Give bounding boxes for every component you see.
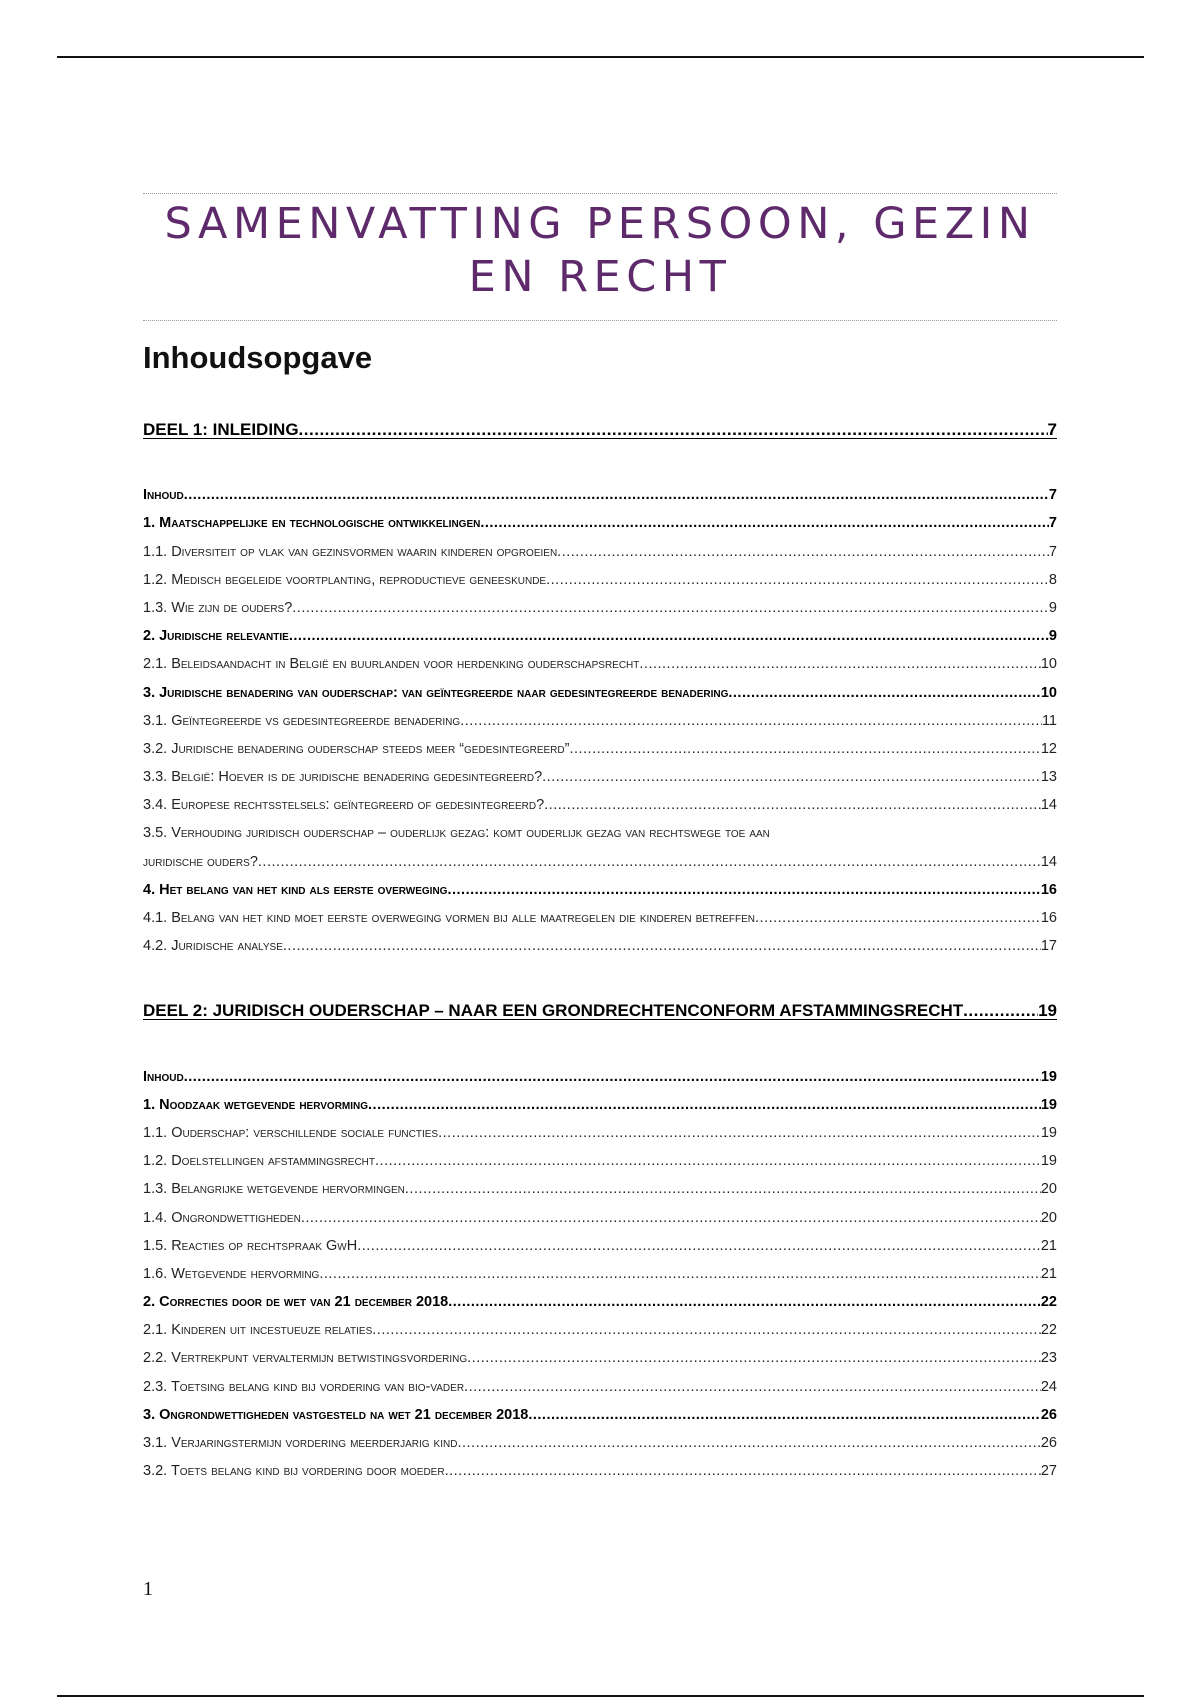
toc-entry-label: 1.6. Wetgevende hervorming [143,1265,320,1282]
toc-deel-label: DEEL 1: INLEIDING [143,420,299,439]
toc-entry[interactable] [143,1373,1057,1401]
toc-page: 26 [1040,1406,1057,1423]
toc-entry[interactable] [143,791,1057,819]
toc-entry-label: 3.1. Geïntegreerde vs gedesintegreerde benadering [143,712,461,729]
toc-leader [375,1147,1041,1175]
title-block [143,193,1057,321]
toc-entry[interactable] [143,1063,1057,1091]
toc-page: 16 [1040,910,1057,926]
toc-entry[interactable] [143,1429,1057,1457]
toc-leader [299,416,1048,444]
toc-entry[interactable] [143,904,1057,932]
toc-page: 21 [1040,1265,1057,1282]
toc-leader [460,707,1042,735]
toc-page: 27 [1040,1463,1057,1480]
toc-page: 10 [1040,684,1057,701]
toc-entry-label: Inhoud [143,487,184,504]
toc-page: 20 [1040,1209,1057,1226]
toc-leader [292,594,1049,622]
toc-page: 9 [1048,599,1057,616]
toc-entry[interactable] [143,1091,1057,1119]
toc-leader [542,763,1041,791]
toc-entry-label: 3.2. Juridische benadering ouderschap steeds meer “gedesintegreerd” [143,740,570,757]
toc-entry[interactable] [143,566,1057,594]
toc-entry[interactable] [143,932,1057,960]
toc-entry-label: 2.2. Vertrekpunt vervaltermijn betwistingsvordering [143,1350,468,1367]
toc-entry-line[interactable] [143,819,1057,847]
table-of-contents [143,416,1057,1485]
toc-entry-label: 3.5. Verhouding juridisch ouderschap – ouderlijk gezag: komt ouderlijk gezag van rechtswege toe aan [143,825,770,842]
toc-page: 8 [1048,571,1057,588]
toc-page: 13 [1040,769,1057,786]
toc-page: 21 [1040,1237,1057,1254]
toc-leader [464,1373,1041,1401]
toc-entry-label: 3.4. Europese rechtsstelsels: geïntegreerd of gedesintegreerd? [143,797,545,814]
toc-leader [372,1316,1041,1344]
toc-page: 19 [1040,1153,1057,1170]
toc-leader [445,1457,1041,1485]
toc-leader [357,1232,1041,1260]
toc-leader [467,1344,1041,1372]
toc-entry-label: 1.2. Medisch begeleide voortplanting, reproductieve geneeskunde [143,571,547,588]
toc-leader [480,509,1049,537]
toc-page: 19 [1038,1001,1057,1021]
toc-page: 24 [1040,1378,1057,1395]
toc-page: 7 [1047,420,1057,439]
toc-entry-label: 2. Correcties door de wet van 21 december 2018 [143,1294,449,1311]
toc-deel-label: DEEL 2: JURIDISCH OUDERSCHAP – NAAR EEN GRONDRECHTENCONFORM AFSTAMMINGSRECHT [143,1001,964,1021]
toc-entry-label: 2.3. Toetsing belang kind bij vordering van bio-vader [143,1378,465,1395]
toc-leader [544,791,1041,819]
toc-leader [184,481,1049,509]
header-rule [57,56,1144,58]
toc-entry-label: 2.1. Beleidsaandacht in België en buurlanden voor herdenking ouderschapsrecht [143,656,640,673]
toc-leader [447,876,1040,904]
toc-entry[interactable] [143,1316,1057,1344]
toc-page: 19 [1040,1068,1057,1085]
toc-entry[interactable] [143,735,1057,763]
toc-entry-label: 3. Juridische benadering van ouderschap: van geïntegreerde naar gedesintegreerde benadering [143,684,729,701]
toc-leader [546,566,1049,594]
toc-entry[interactable] [143,707,1057,735]
toc-entry-label: 1.1. Diversiteit op vlak van gezinsvormen waarin kinderen opgroeien [143,543,558,560]
toc-leader [728,679,1040,707]
toc-entry[interactable] [143,1288,1057,1316]
toc-entry-label: 4.2. Juridische analyse [143,938,283,955]
toc-leader [319,1260,1041,1288]
toc-page: 11 [1041,712,1057,729]
toc-entry-label: 3.1. Verjaringstermijn vordering meerderjarig kind [143,1435,458,1451]
toc-leader [448,1288,1041,1316]
toc-leader [438,1119,1041,1147]
toc-deel-1[interactable] [143,416,1057,444]
page-number: 1 [143,1578,153,1600]
toc-leader [301,1204,1041,1232]
toc-entry-label: juridische ouders? [143,853,258,870]
toc-entry[interactable] [143,1232,1057,1260]
toc-page: 12 [1040,740,1057,757]
toc-entry[interactable] [143,622,1057,650]
toc-entry-label: 4.1. Belang van het kind moet eerste overweging vormen bij alle maatregelen die kinderen betreffen [143,910,756,926]
toc-entry[interactable] [143,594,1057,622]
document-title: SAMENVATTING PERSOON, GEZIN EN RECHT [164,199,1036,302]
toc-entry-label: 1.2. Doelstellingen afstammingsrecht [143,1153,376,1170]
toc-page: 26 [1040,1435,1057,1451]
toc-leader [755,904,1041,932]
toc-entry[interactable] [143,679,1057,707]
toc-entry-label: 3.2. Toets belang kind bij vordering door moeder [143,1463,445,1480]
toc-page: 19 [1040,1124,1057,1141]
toc-deel-1-entries [143,481,1057,960]
toc-leader [963,997,1038,1025]
toc-page: 7 [1048,515,1057,532]
toc-entry[interactable] [143,538,1057,566]
toc-entry-label: 3. Ongrondwettigheden vastgesteld na wet 21 december 2018 [143,1406,529,1423]
toc-entry-label: 1.4. Ongrondwettigheden [143,1209,301,1226]
toc-entry[interactable] [143,1175,1057,1203]
toc-page: 7 [1048,543,1057,560]
toc-leader [569,735,1040,763]
footer-rule [57,1695,1144,1697]
toc-entry[interactable] [143,1401,1057,1429]
toc-entry-label: 1.1. Ouderschap: verschillende sociale functies [143,1124,439,1141]
toc-leader [528,1401,1041,1429]
toc-entry-label: 4. Het belang van het kind als eerste overweging [143,881,448,898]
toc-entry-label: 2. Juridische relevantie [143,628,289,645]
toc-entry[interactable] [143,876,1057,904]
toc-deel-2-entries [143,1063,1057,1486]
toc-entry[interactable] [143,763,1057,791]
toc-page: 19 [1040,1096,1057,1113]
toc-page: 14 [1040,797,1057,814]
toc-entry-label: 1.3. Belangrijke wetgevende hervormingen [143,1181,405,1198]
toc-entry[interactable] [143,1147,1057,1175]
toc-leader [557,538,1049,566]
toc-entry-label: 1. Maatschappelijke en technologische ontwikkelingen [143,515,481,532]
toc-leader [639,650,1040,678]
toc-entry[interactable] [143,481,1057,509]
toc-entry[interactable] [143,1344,1057,1372]
toc-entry-label: 1. Noodzaak wetgevende hervorming [143,1096,369,1113]
toc-leader [289,622,1049,650]
toc-entry-label: 1.3. Wie zijn de ouders? [143,599,293,616]
toc-leader [405,1175,1041,1203]
toc-page: 22 [1040,1294,1057,1311]
toc-deel-2[interactable] [143,997,1057,1025]
toc-page: 9 [1048,628,1057,645]
toc-entry[interactable] [143,848,1057,876]
toc-entry[interactable] [143,509,1057,537]
toc-entry-label: Inhoud [143,1068,184,1085]
toc-page: 7 [1048,487,1057,504]
toc-leader [368,1091,1041,1119]
toc-leader [184,1063,1041,1091]
toc-entry-label: 3.3. België: Hoever is de juridische benadering gedesintegreerd? [143,769,543,786]
toc-entry[interactable] [143,650,1057,678]
toc-entry[interactable] [143,1119,1057,1147]
toc-leader [258,848,1041,876]
toc-entry-label: 2.1. Kinderen uit incestueuze relaties [143,1322,373,1339]
toc-page: 23 [1040,1350,1057,1367]
toc-entry[interactable] [143,1204,1057,1232]
toc-leader [457,1429,1040,1457]
toc-page: 14 [1040,853,1057,870]
toc-entry-label: 1.5. Reacties op rechtspraak GwH [143,1237,358,1254]
toc-page: 10 [1040,656,1057,673]
toc-entry[interactable] [143,1260,1057,1288]
toc-leader [283,932,1041,960]
toc-entry[interactable] [143,1457,1057,1485]
toc-page: 17 [1040,938,1057,955]
toc-page: 20 [1040,1181,1057,1198]
toc-page: 16 [1040,881,1057,898]
toc-page: 22 [1040,1322,1057,1339]
toc-heading: Inhoudsopgave [143,340,373,375]
